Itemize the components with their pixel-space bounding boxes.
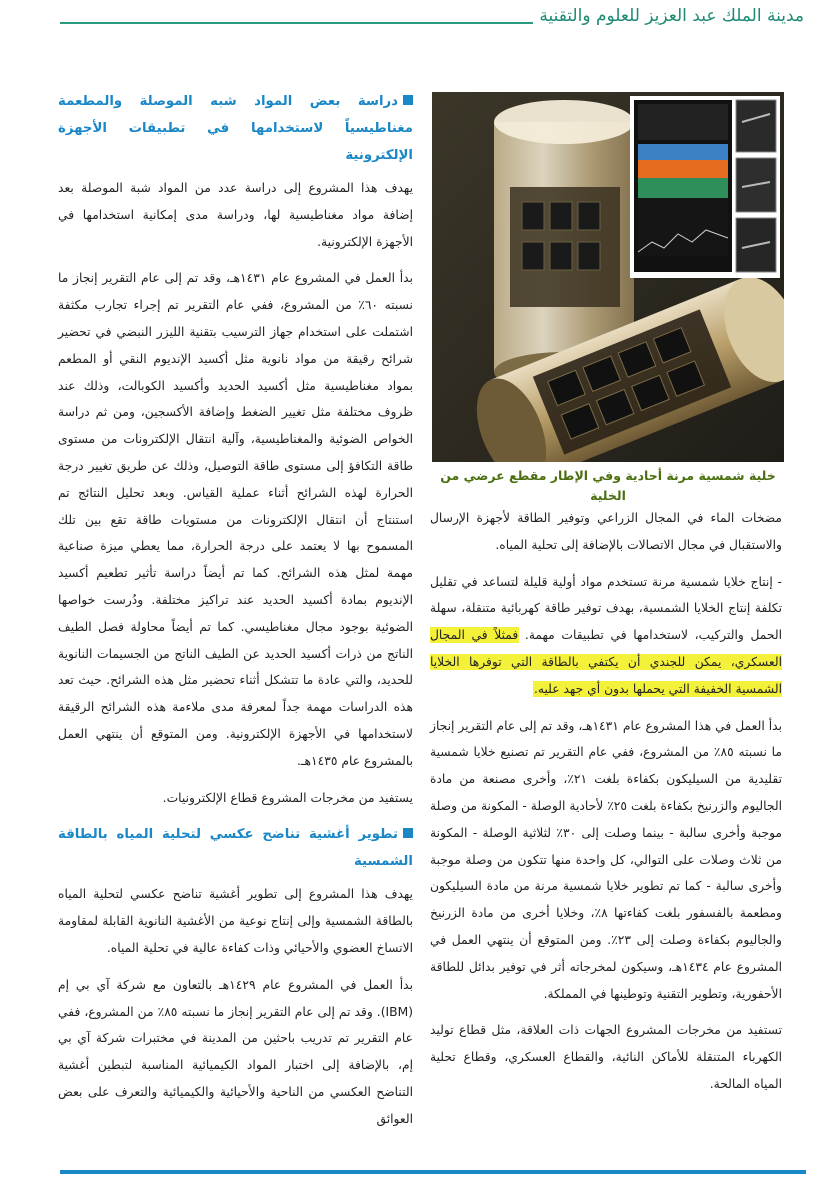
solar-cell-photo bbox=[432, 92, 784, 462]
paragraph: يهدف هذا المشروع إلى دراسة عدد من المواد شبة الموصلة بعد إضافة مواد مغناطيسية لها، ودراسة مدى إمكانية استخدامها في الأجهزة الإلكترونية. bbox=[58, 181, 413, 249]
header-title: مدينة الملك عبد العزيز للعلوم والتقنية bbox=[539, 6, 804, 26]
left-column bbox=[58, 88, 413, 1143]
paragraph: مضخات الماء في المجال الزراعي وتوفير الطاقة لأجهزة الإرسال والاستقبال في مجال الاتصالات بالإضافة إلى تحلية المياه. bbox=[430, 511, 782, 552]
figure-caption: خلية شمسية مرنة أحادية وفي الإطار مقطع عرضي من الخلية bbox=[440, 468, 776, 503]
section-heading-semiconductors bbox=[58, 88, 413, 169]
square-bullet-icon bbox=[403, 95, 413, 105]
paragraph: يهدف هذا المشروع إلى تطوير أغشية تناضح عكسي لتحلية المياه بالطاقة الشمسية وإلى إنتاج نوعية من الأغشية النانوية القابلة لمقاومة الاتساخ العضوي والأحيائي وذات كفاءة عالية في تحلية المياه. bbox=[58, 887, 413, 955]
paragraph: بدأ العمل في هذا المشروع عام ١٤٣١هـ، وقد تم إلى عام التقرير إنجاز ما نسبته ٨٥٪ من المشروع، ففي عام التقرير تم تصنيع خلايا شمسية تقليدية من السيليكون بكفاءة بلغت ٢١٪، وأخرى مصنعة من مادة الجاليوم والزرنيخ بكفاءة بلغت ٢٥٪ لأحادية الوصلة - المكونة من وصلة موجبة وأخرى سالبة - بينما وصلت إلى ٣٠٪ لثلاثية الوصلة - المكونة من ثلاث وصلات على التوالي، كل واحدة منها تتكون من وصلة موجبة وأخرى سالبة - كما تم تطوير خلايا شمسية مرنة من مادة السيليكون ومطعمة بالفسفور بلغت كفاءتها ٨٪، وخلايا أخرى من مادة الزرنيخ والجاليوم بكفاءة وصلت إلى ٢٣٪. ومن المتوقع أن ينتهي العمل في المشروع عام ١٤٣٤هـ، وسيكون لمخرجاته أثر في توفير بدائل للطاقة الأحفورية، وتطوير التقنية وتوطينها في المملكة. bbox=[430, 718, 783, 1001]
paragraph-highlighted bbox=[430, 569, 782, 703]
paragraph: بدأ العمل في المشروع عام ١٤٢٩هـ بالتعاون مع شركة آي بي إم (IBM). وقد تم إلى عام التقرير إنجاز ما نسبته ٨٥٪ من المشروع، ففي عام التقرير تم تدريب باحثين من المدينة في مختبرات شركة آي بي إم، بالإضافة إلى اختبار المواد الكيميائية المناسبة لتبطين أغشية التناضح العكسي من الناحية والأحيائية والكيميائية والتعرف على بعض العوائق bbox=[58, 977, 413, 1126]
footer-rule bbox=[60, 1170, 806, 1174]
highlighted-text: فمثلاً في المجال العسكري، يمكن للجندي أن يكتفي بالطاقة التي توفرها الخلايا الشمسية الخفيفة التي يحملها بدون أي جهد عليه. bbox=[430, 628, 782, 696]
header-rule bbox=[60, 22, 533, 24]
paragraph-text: - إنتاج خلايا شمسية مرنة تستخدم مواد أولية قليلة لتساعد في تقليل تكلفة إنتاج الخلايا الشمسية، بهدف توفير طاقة كهربائية متنقلة، سهلة الحمل والتركيب، لاستخدامها في تطبيقات مهمة. bbox=[430, 574, 782, 643]
paragraph: يستفيد من مخرجات المشروع قطاع الإلكترونيات. bbox=[162, 790, 413, 805]
section-heading-text: دراسة بعض المواد شبه الموصلة والمطعمة مغناطيسياً لاستخدامها في تطبيقات الأجهزة الإلكترونية bbox=[58, 94, 413, 163]
right-column bbox=[430, 505, 782, 1108]
section-heading-text: تطوير أغشية تناضح عكسي لتحلية المياه بالطاقة الشمسية bbox=[58, 827, 413, 870]
section-heading-membranes bbox=[58, 821, 413, 875]
solar-cell-illustration bbox=[432, 92, 784, 462]
paragraph: تستفيد من مخرجات المشروع الجهات ذات العلاقة، مثل قطاع توليد الكهرباء المتنقلة للأماكن النائية، والقطاع العسكري، وقطاع تحلية المياه المالحة. bbox=[430, 1023, 782, 1091]
paragraph: بدأ العمل في المشروع عام ١٤٣١هـ، وقد تم إلى عام التقرير إنجاز ما نسبته ٦٠٪ من المشروع، ففي عام التقرير تم إجراء تجارب مكثفة اشتملت على استخدام جهاز الترسيب بتقنية الليزر النبضي في تحضير شرائح رقيقة من مواد نانوية مثل أكسيد الإنديوم النقي أو المطعم بمواد مغناطيسية مثل أكسيد الحديد وأكسيد الكوبالت، وذلك عند ظروف مختلفة مثل تغيير الضغط وإضافة الأكسجين، ومن ثم دراسة الخواص الضوئية والمغناطيسية، وآلية انتقال الإلكترونات من مستوى طاقة التكافؤ إلى مستوى طاقة التوصيل، وذلك عن طريق تغيير درجة الحرارة لهذه الشرائح أثناء عملية القياس. وبعد تحليل النتائج تم استنتاج أن انتقال الإلكترونات من مستويات طاقة تقع بين تلك المسموح بها لا يعتمد على درجة الحرارة، مما يعطي ميزة صناعية مهمة لمثل هذه الشرائح. كما تم أيضاً دراسة تأثير تطعيم أكسيد الإنديوم بمادة أكسيد الحديد عند تراكيز مختلفة. ودُرست خواصها الضوئية بوجود مجال مغناطيسي. كما تم أيضاً محاولة فصل الطيف الناتج من ذرات أكسيد الحديد عن الطيف الناتج من الجسيمات النانوية للحديد، والتي عادة ما تتشكل أثناء تحضير مثل هذه الشرائح. حيث تعد هذه الدراسات مهمة جداً لمعرفة مدى ملاءمة هذه الشرائح الرقيقة لاستخدامها في الأجهزة الإلكترونية. ومن المتوقع أن ينتهي العمل بالمشروع عام ١٤٣٥هـ. bbox=[58, 271, 414, 768]
square-bullet-icon bbox=[403, 828, 413, 838]
